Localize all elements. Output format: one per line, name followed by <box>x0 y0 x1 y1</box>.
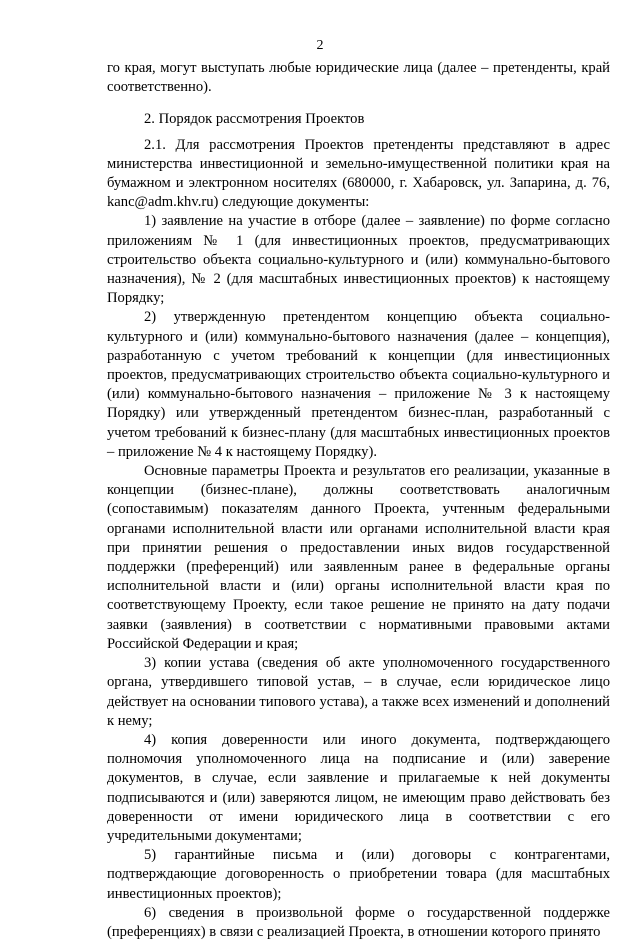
list-item-4: 4) копия доверенности или иного документа, подтверждающего полномочия уполномоченного лица на подписание и (или) заверение документов, в случае, если заявление и прилагаемые к ней документы подписываются и (или) заверяются лицом, не имеющим право действовать без доверенности от имени юридического лица в соответствии с его учредительными документами; <box>107 731 610 844</box>
paragraph-continuation: го края, могут выступать любые юридические лица (далее – претенденты, край соответственно). <box>107 60 610 96</box>
paragraph-main-parameters: Основные параметры Проекта и результатов его реализации, указанные в концепции (бизнес-плане), должны соответствовать аналогичным (сопоставимым) показателям данного Проекта, учтенным федеральными органами исполнительной власти или органами исполнительной власти края при принятии решения о предоставлении иных видов государственной поддержки (преференций) или заявленным ранее в федеральные органы исполнительной власти и (или) органы исполнительной власти края по соответствующему Проекту, если такое решение не принято на дату подачи заявки (заявления) в соответствии с нормативными правовыми актами Российской Федерации и края; <box>107 463 610 652</box>
page-number: 2 <box>316 38 324 53</box>
list-item-6: 6) сведения в произвольной форме о государственной поддержке (преференциях) в связи с реализацией Проекта, в отношении которого принято <box>107 904 610 940</box>
list-item-5: 5) гарантийные письма и (или) договоры с контрагентами, подтверждающие договоренность о приобретении товара (для масштабных инвестиционных проектов); <box>107 847 610 902</box>
document-body <box>107 59 610 942</box>
section-heading: 2. Порядок рассмотрения Проектов <box>144 111 365 128</box>
paragraph-2-1: 2.1. Для рассмотрения Проектов претенденты представляют в адрес министерства инвестиционной и земельно-имущественной политики края на бумажном и электронном носителях (680000, г. Хабаровск, ул. Запарина, д. 76, kanc@adm.khv.ru) следующие документы: <box>107 136 610 211</box>
list-item-2: 2) утвержденную претендентом концепцию объекта социально-культурного и (или) коммунально-бытового назначения (далее – концепция), разработанную с учетом требований к концепции (для инвестиционных проектов, предусматривающих строительство объекта социально-культурного и (или) коммунально-бытового назначения – приложение № 3 к настоящему Порядку) или утвержденный претендентом бизнес-план, разработанный с учетом требований к бизнес-плану (для масштабных инвестиционных проектов – приложение № 4 к настоящему Порядку). <box>107 309 610 460</box>
list-item-3: 3) копии устава (сведения об акте уполномоченного государственного органа, утвердившего типовой устав, – в случае, если юридическое лицо действует на основании типового устава), а также всех изменений и дополнений к нему; <box>107 655 610 729</box>
list-item-1: 1) заявление на участие в отборе (далее – заявление) по форме согласно приложениям № 1 (для инвестиционных проектов, предусматривающих строительство объекта социально-культурного и (или) коммунально-бытового назначения), № 2 (для масштабных инвестиционных проектов) к настоящему Порядку; <box>107 213 610 307</box>
